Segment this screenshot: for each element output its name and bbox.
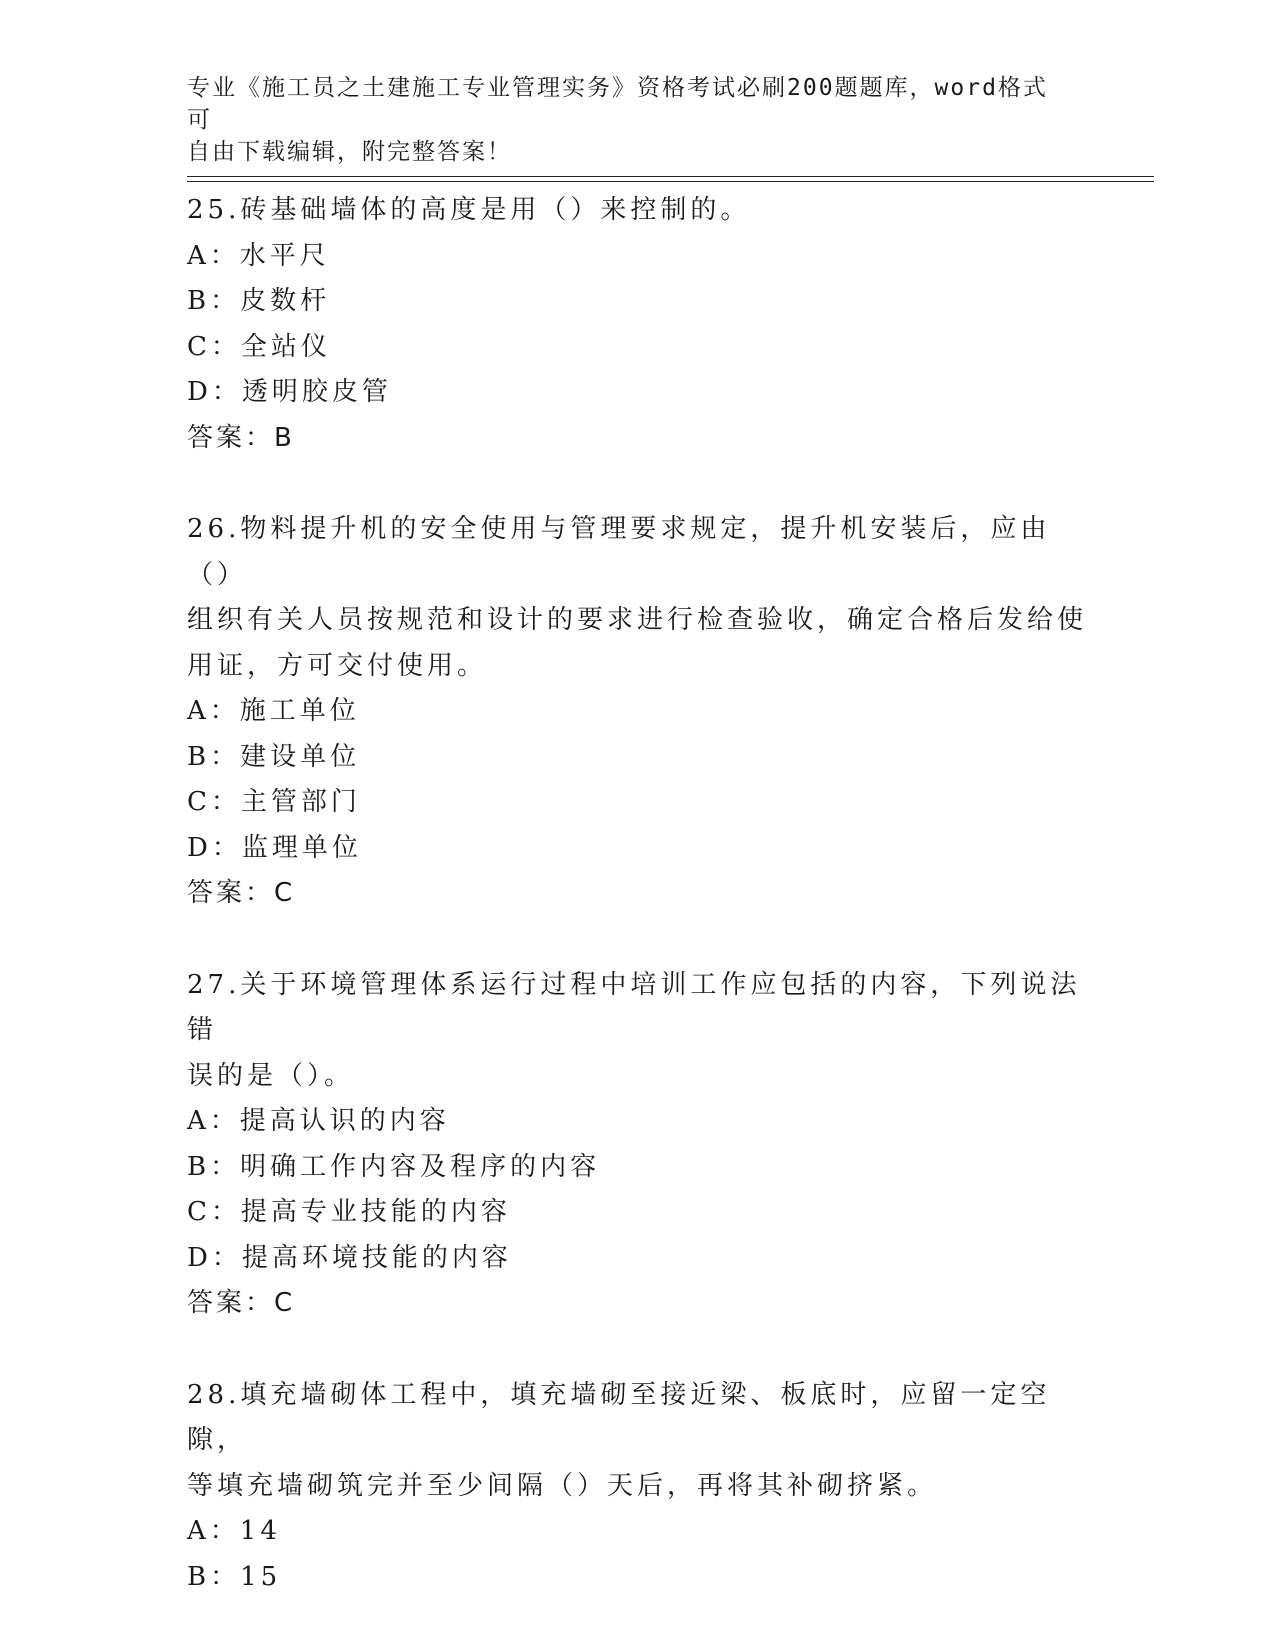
question-26: [187, 507, 1087, 917]
option-c: C：提高专业技能的内容: [187, 1197, 511, 1227]
question-stem-line: 误的是（）。: [187, 1060, 355, 1091]
answer: 答案：C: [187, 878, 296, 908]
option-d: D：监理单位: [187, 832, 362, 863]
option-b: B：明确工作内容及程序的内容: [187, 1151, 601, 1182]
question-stem-line: 等填充墙砌筑完并至少间隔（）天后，再将其补砌挤紧。: [187, 1470, 938, 1501]
question-27: [187, 963, 1087, 1327]
question-28: [187, 1373, 1087, 1601]
question-stem-line: 27.关于环境管理体系运行过程中培训工作应包括的内容，下列说法错: [187, 969, 1081, 1045]
option-a: A：施工单位: [187, 696, 360, 726]
option-a: A：14: [187, 1516, 281, 1546]
option-b: B：建设单位: [187, 741, 361, 772]
header-rule-bottom: [187, 181, 1154, 182]
option-b: B：15: [187, 1561, 282, 1592]
question-stem-line: 用证，方可交付使用。: [187, 650, 488, 681]
option-c: C：主管部门: [187, 787, 361, 817]
option-c: C：全站仪: [187, 331, 331, 362]
document-header: [187, 72, 1067, 168]
question-stem-line: 25.砖基础墙体的高度是用（）来控制的。: [187, 195, 751, 225]
header-line-1: 专业《施工员之土建施工专业管理实务》资格考试必刷200题题库，word格式可: [187, 75, 1048, 133]
question-stem-line: 组织有关人员按规范和设计的要求进行检查验收，确定合格后发给使: [187, 605, 1088, 635]
option-a: A：提高认识的内容: [187, 1106, 450, 1136]
option-d: D：透明胶皮管: [187, 377, 392, 407]
answer: 答案：C: [187, 1288, 296, 1318]
option-b: B：皮数杆: [187, 286, 331, 316]
header-rule-top: [187, 176, 1154, 177]
answer: 答案：B: [187, 422, 295, 453]
question-25: [187, 188, 1087, 461]
question-list: [187, 188, 1087, 1646]
option-a: A：水平尺: [187, 240, 330, 271]
option-d: D：提高环境技能的内容: [187, 1242, 512, 1273]
question-stem-line: 28.填充墙砌体工程中，填充墙砌至接近梁、板底时，应留一定空隙，: [187, 1379, 1051, 1455]
header-line-2: 自由下载编辑，附完整答案！: [187, 139, 512, 165]
question-stem-line: 26.物料提升机的安全使用与管理要求规定，提升机安装后，应由（）: [187, 514, 1051, 590]
